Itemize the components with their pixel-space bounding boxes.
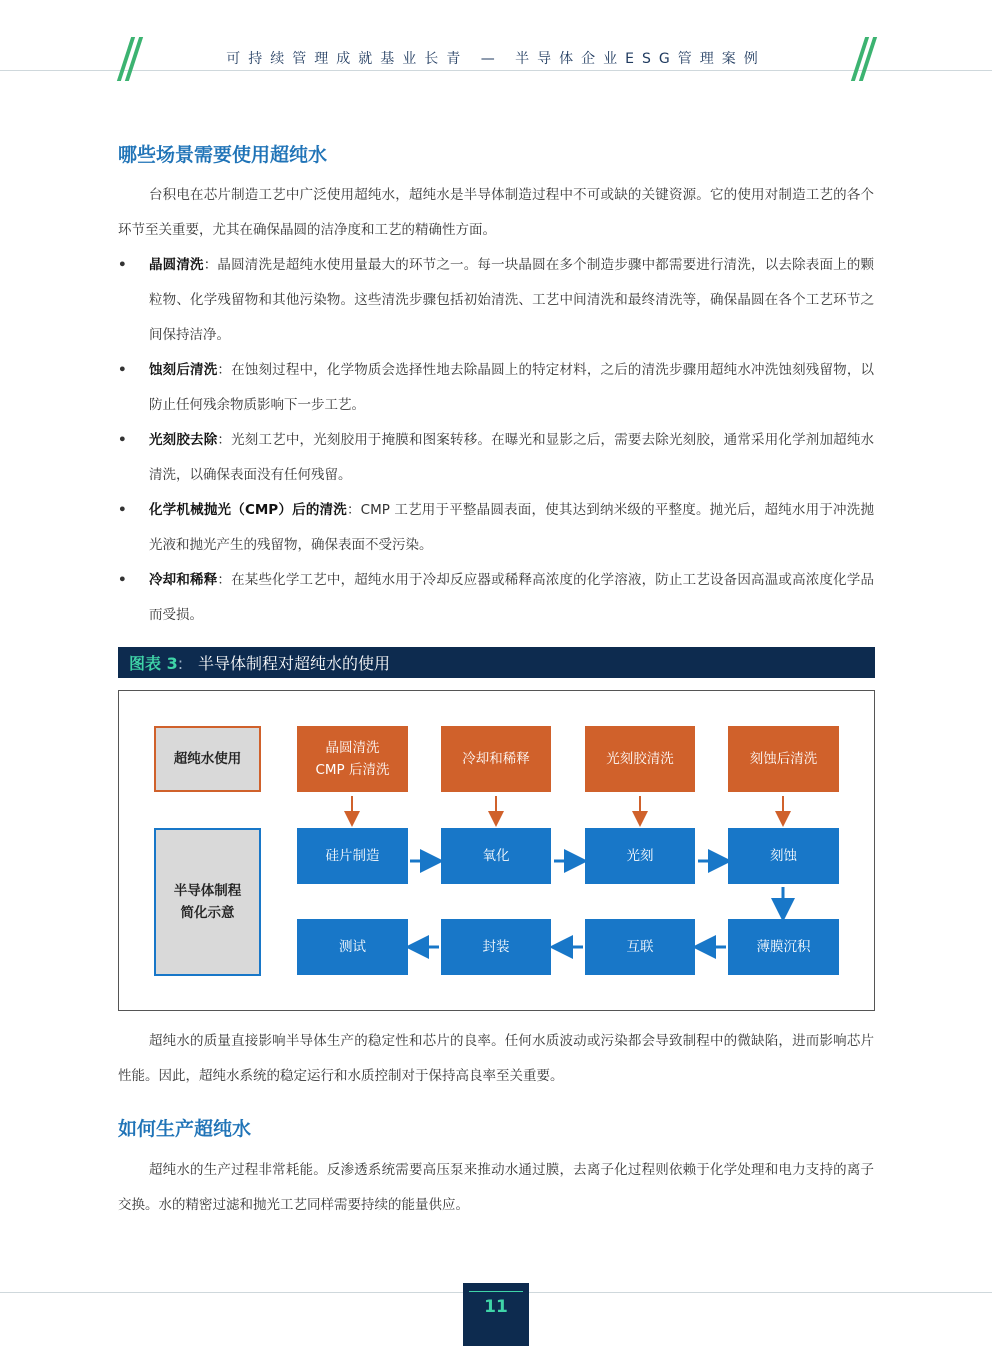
section1-intro: 台积电在芯片制造工艺中广泛使用超纯水，超纯水是半导体制造过程中不可或缺的关键资源。它的使用对制造工艺的各个环节至关重要，尤其在确保晶圆的洁净度和工艺的精确性方面。	[118, 187, 874, 238]
page-number-badge	[463, 1283, 529, 1346]
bullet-item	[118, 423, 874, 493]
process-box-etch: 刻蚀	[728, 828, 839, 884]
side-label-usage: 超纯水使用	[154, 726, 261, 792]
process-box-test: 测试	[297, 919, 408, 975]
bullet-item	[118, 353, 874, 423]
bullet-term: 蚀刻后清洗	[149, 362, 218, 378]
section1-heading: 哪些场景需要使用超纯水	[118, 144, 328, 166]
process-box-thin-film: 薄膜沉积	[728, 919, 839, 975]
bullet-item	[118, 493, 874, 563]
bullet-dot: •	[118, 502, 127, 518]
figure-diagram	[118, 690, 875, 1011]
bullet-term: 晶圆清洗	[149, 257, 204, 273]
page-number: 11	[484, 1297, 508, 1317]
bullet-dot: •	[118, 257, 127, 273]
figure-label: 图表 3:	[129, 654, 184, 673]
usage-box-cooling: 冷却和稀释	[441, 726, 551, 792]
bullet-text: ：光刻工艺中，光刻胶用于掩膜和图案转移。在曝光和显影之后，需要去除光刻胶，通常采用化学剂加超纯水清洗，以确保表面没有任何残留。	[149, 432, 875, 483]
bullet-dot: •	[118, 432, 127, 448]
side-label-process: 半导体制程 简化示意	[154, 828, 261, 976]
figure-title-bar	[118, 647, 875, 678]
header-rule-top	[0, 70, 992, 71]
header-title: 可持续管理成就基业长青 — 半导体企业ESG管理案例	[226, 51, 766, 67]
process-box-oxidation: 氧化	[441, 828, 551, 884]
process-box-lithography: 光刻	[585, 828, 695, 884]
bullet-text: ：在某些化学工艺中，超纯水用于冷却反应器或稀释高浓度的化学溶液，防止工艺设备因高温或高浓度化学品而受损。	[149, 572, 875, 623]
bullet-item	[118, 248, 874, 353]
bullet-dot: •	[118, 572, 127, 588]
bullet-text: ：在蚀刻过程中，化学物质会选择性地去除晶圆上的特定材料，之后的清洗步骤用超纯水冲洗蚀刻残留物，以防止任何残余物质影响下一步工艺。	[149, 362, 875, 413]
process-box-packaging: 封装	[441, 919, 551, 975]
bullet-term: 冷却和稀释	[149, 572, 218, 588]
diagram-arrows	[119, 691, 874, 1010]
bullet-text: ：CMP 工艺用于平整晶圆表面，使其达到纳米级的平整度。抛光后，超纯水用于冲洗抛光液和抛光产生的残留物，确保表面不受污染。	[149, 502, 874, 553]
bullet-item	[118, 563, 874, 633]
bullet-term: 化学机械抛光（CMP）后的清洗	[149, 502, 347, 518]
usage-box-wafer-clean: 晶圆清洗 CMP 后清洗	[297, 726, 408, 792]
bullet-dot: •	[118, 362, 127, 378]
process-box-interconnect: 互联	[585, 919, 695, 975]
usage-box-photoresist: 光刻胶清洗	[585, 726, 695, 792]
bullet-term: 光刻胶去除	[149, 432, 218, 448]
section2-text: 超纯水的生产过程非常耗能。反渗透系统需要高压泵来推动水通过膜，去离子化过程则依赖于化学处理和电力支持的离子交换。水的精密过滤和抛光工艺同样需要持续的能量供应。	[118, 1162, 874, 1213]
figure-title: 半导体制程对超纯水的使用	[198, 654, 391, 673]
bullet-text: ：晶圆清洗是超纯水使用量最大的环节之一。每一块晶圆在多个制造步骤中都需要进行清洗，以去除表面上的颗粒物、化学残留物和其他污染物。这些清洗步骤包括初始清洗、工艺中间清洗和最终清洗等，确保晶圆在各个工艺环节之间保持洁净。	[149, 257, 875, 343]
usage-box-post-etch: 刻蚀后清洗	[728, 726, 839, 792]
after-figure-paragraph: 超纯水的质量直接影响半导体生产的稳定性和芯片的良率。任何水质波动或污染都会导致制程中的微缺陷，进而影响芯片性能。因此，超纯水系统的稳定运行和水质控制对于保持高良率至关重要。	[118, 1033, 874, 1084]
section2-heading: 如何生产超纯水	[118, 1118, 252, 1140]
process-box-wafer: 硅片制造	[297, 828, 408, 884]
page-number-rule	[469, 1291, 523, 1292]
